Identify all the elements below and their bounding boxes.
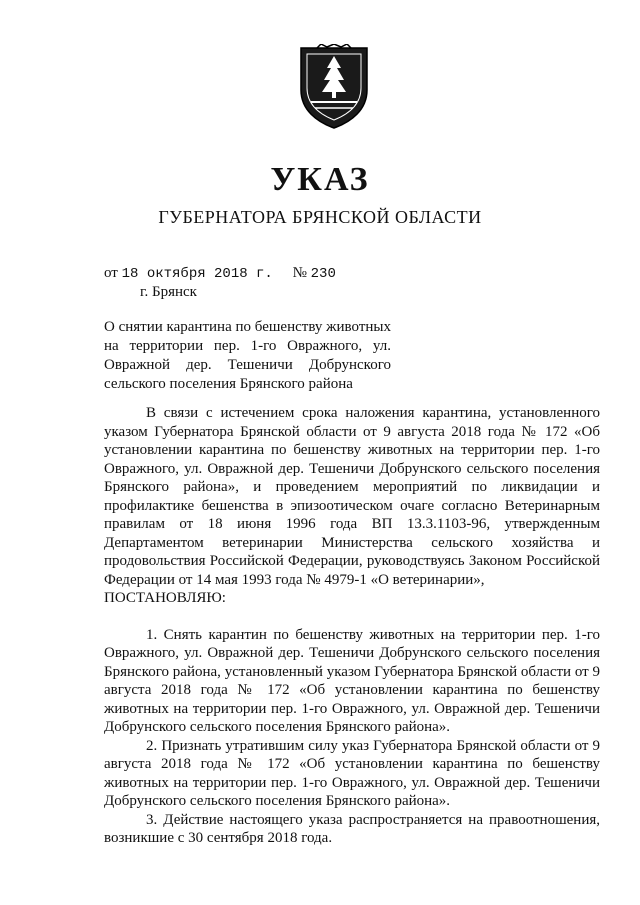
date-prefix: от xyxy=(104,265,118,281)
preamble-paragraph: В связи с истечением срока наложения карантина, установленного указом Губернатора Брянской области от 9 августа 2018 года № 172 «Об установлении карантина по бешенству животных на территории пер. 1-го Овражного, ул. Овражной дер. Тешеничи Добрунского сельского поселения Брянского района», и проведением мероприятий по ликвидации и профилактике бешенства в эпизоотическом очаге согласно Ветеринарным правилам от 18 июня 1996 года ВП 13.3.1103-96, утвержденным Департаментом ветеринарии Министерства сельского хозяйства и продовольствия Российской Федерации, руководствуясь Законом Российской Федерации от 14 мая 1993 года № 4979-1 «О ветеринарии», xyxy=(104,405,600,588)
date-number-line xyxy=(104,263,336,284)
decree-item-2: 2. Признать утратившим силу указ Губернатора Брянской области от 9 августа 2018 года № 172 «Об установлении карантина по бешенству животных на территории пер. 1-го Овражного, ул. Овражной дер. Тешеничи Добрунского сельского поселения Брянского района». xyxy=(104,737,600,809)
document-title: УКАЗ xyxy=(270,161,370,198)
document-heading: О снятии карантина по бешенству животных на территории пер. 1-го Овражного, ул. Овражной дер. Тешеничи Добрунского сельского поселения Брянского района xyxy=(104,319,391,392)
decree-item-3: 3. Действие настоящего указа распространяется на правоотношения, возникшие с 30 сентября 2018 года. xyxy=(104,811,600,846)
document-subtitle: ГУБЕРНАТОРА БРЯНСКОЙ ОБЛАСТИ xyxy=(158,207,482,227)
document-number: 230 xyxy=(310,266,336,282)
number-label: № xyxy=(292,265,307,281)
decree-item-1: 1. Снять карантин по бешенству животных на территории пер. 1-го Овражного, ул. Овражной дер. Тешеничи Добрунского сельского поселения Брянского района, установленный указом Губернатора Брянской области от 9 августа 2018 года № 172 «Об установлении карантина по бешенству животных на территории пер. 1-го Овражного, ул. Овражной дер. Тешеничи Добрунского сельского поселения Брянского района». xyxy=(104,626,600,735)
coat-of-arms-icon xyxy=(297,44,371,130)
decree-word: ПОСТАНОВЛЯЮ: xyxy=(104,590,226,606)
document-date: 18 октября 2018 г. xyxy=(121,266,273,282)
document-body xyxy=(104,404,600,848)
document-city: г. Брянск xyxy=(140,284,197,300)
